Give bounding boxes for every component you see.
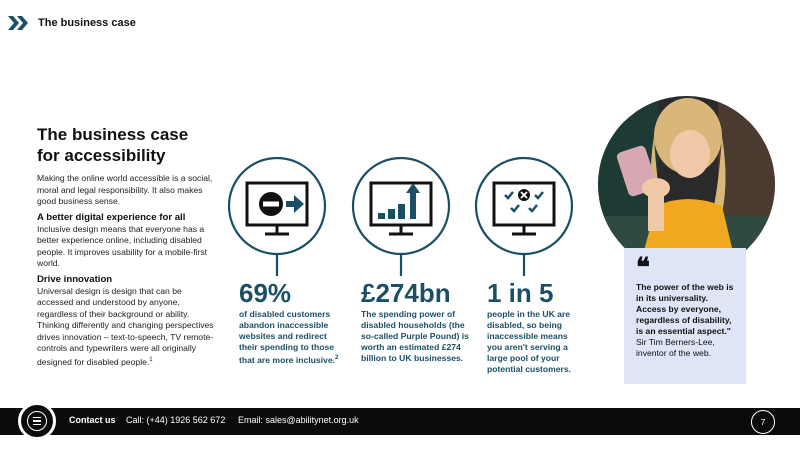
section-text-digital-experience: Inclusive design means that everyone has a better experience online, including disabled people. It improves usability for a mobile-first world. bbox=[37, 223, 208, 268]
section-text-innovation: Universal design is design that can be accessed and understood by anyone, regardless of their background or ability. Thinking differently and changing perspectives drives innovation – text-to-speech, TV remote-controls and typewriters were all originally designed for disabled people.$^1$ bbox=[37, 285, 214, 367]
header bbox=[8, 16, 136, 30]
section-heading-innovation: Drive innovation bbox=[37, 273, 113, 285]
abilitynet-logo-icon bbox=[18, 402, 56, 440]
girl-with-phone-photo bbox=[598, 96, 775, 273]
quote-mark-icon: ❝ bbox=[636, 253, 650, 283]
stat-value-ratio: 1 in 5 bbox=[487, 278, 554, 308]
intro-column bbox=[37, 124, 217, 368]
footer-contact-label: Contact us bbox=[69, 415, 116, 425]
growth-chart-monitor-icon bbox=[351, 156, 451, 278]
footer-email: Email: sales@abilitynet.org.uk bbox=[238, 415, 359, 425]
checklist-monitor-icon bbox=[474, 156, 574, 278]
page-number: 7 bbox=[751, 410, 775, 434]
intro-text: Making the online world accessible is a social, moral and legal responsibility. It also makes good business sense. bbox=[37, 173, 213, 206]
header-title: The business case bbox=[38, 17, 136, 29]
quote-author: Sir Tim Berners-Lee, inventor of the web. bbox=[636, 337, 715, 358]
stat-text-ratio: people in the UK are disabled, so being inaccessible means you aren't serving a large pool of your potential customers. bbox=[487, 309, 572, 374]
page-title: The business case for accessibility bbox=[37, 125, 189, 165]
double-chevron-icon bbox=[8, 16, 30, 30]
stat-value-spending: £274bn bbox=[361, 278, 451, 308]
stat-text-percentage: of disabled customers abandon inaccessible websites and redirect their spending to those that are more inclusive.$^2$ bbox=[239, 309, 339, 365]
quote-text: The power of the web is in its universality. Access by everyone, regardless of disability, is an essential aspect." bbox=[636, 282, 734, 336]
section-heading-digital-experience: A better digital experience for all bbox=[37, 211, 186, 223]
stat-value-percentage: 69% bbox=[239, 278, 292, 308]
no-entry-monitor-icon bbox=[227, 156, 327, 278]
quote-box bbox=[624, 248, 746, 384]
stat-text-spending: The spending power of disabled households (the so-called Purple Pound) is worth an estimated £274 billion to UK businesses. bbox=[361, 309, 469, 363]
footer-phone: Call: (+44) 1926 562 672 bbox=[126, 415, 226, 425]
footer-bar bbox=[0, 408, 800, 435]
